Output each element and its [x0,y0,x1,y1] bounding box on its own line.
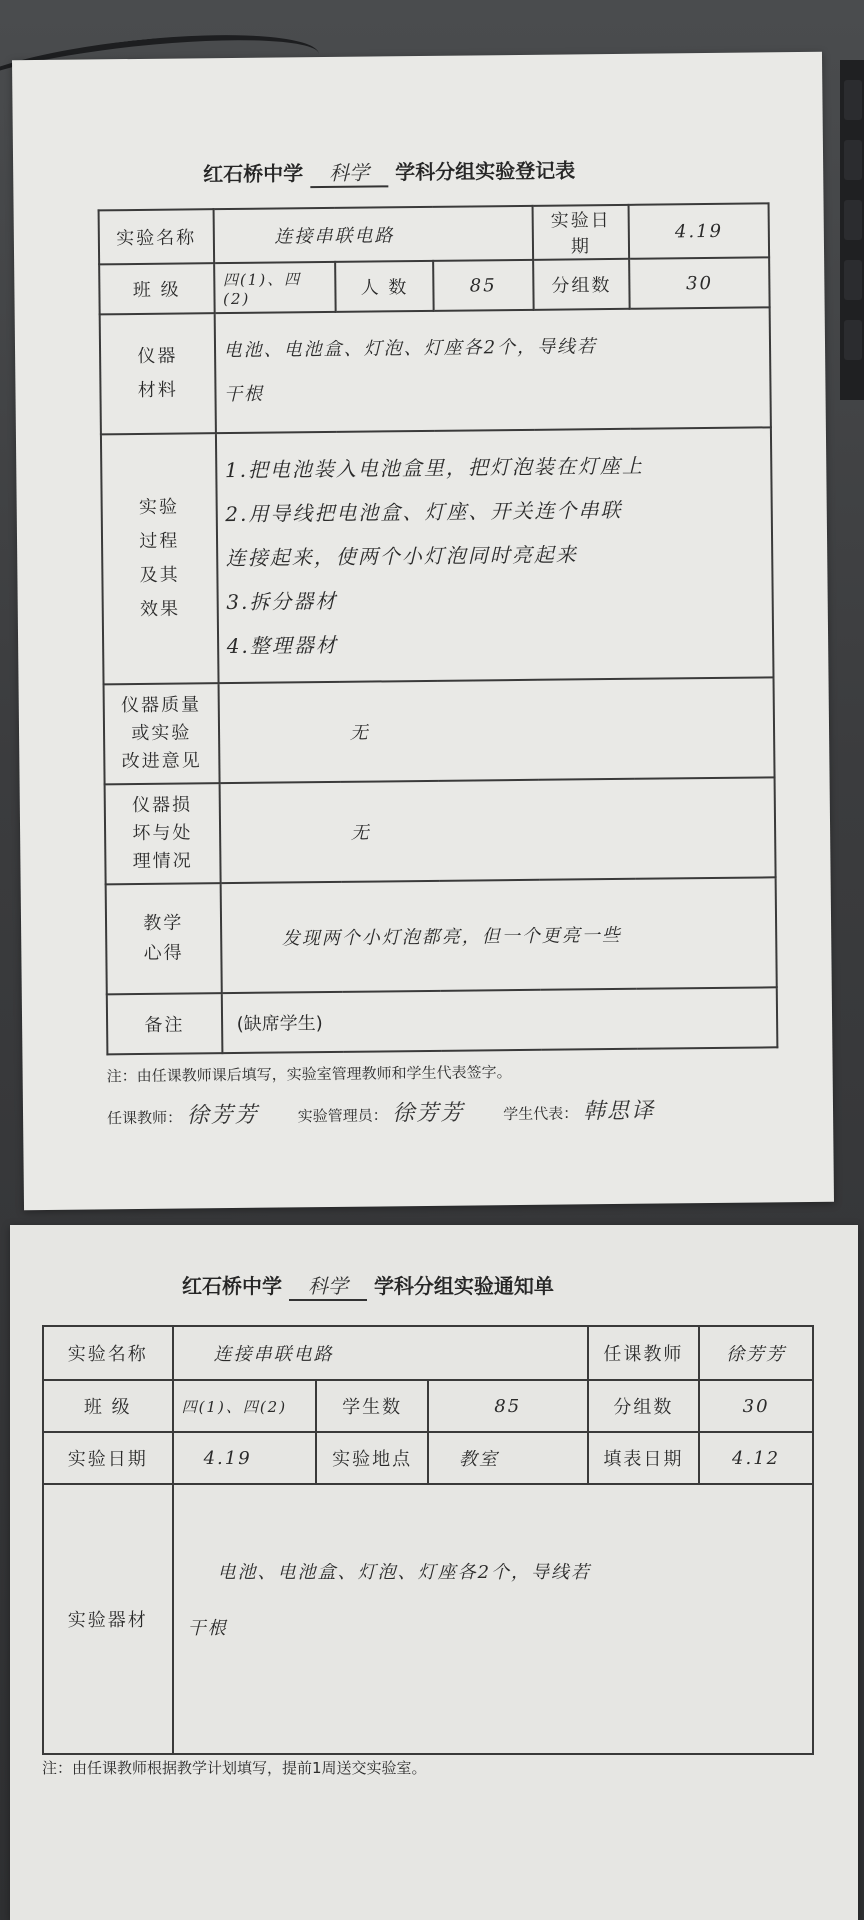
notice-title [182,1270,554,1301]
reflection-label-line: 心得 [143,942,184,964]
notice-fill-date-value: 4.12 [699,1432,813,1484]
subject-field: 科学 [289,1270,367,1301]
notice-place-label: 实验地点 [316,1432,428,1484]
notice-equip-label: 实验器材 [43,1484,173,1754]
student-signature: 韩思译 [582,1098,656,1125]
school-name: 红石桥中学 [182,1274,282,1298]
materials-line: 干根 [223,383,265,406]
quality-label-line: 或实验 [131,722,192,745]
count-label: 人 数 [335,261,433,312]
process-line: 连接起来，使两个小灯泡同时亮起来 [225,542,578,571]
notice-date-value: 4.19 [173,1432,317,1484]
student-label: 学生代表： [503,1104,579,1124]
count-value: 85 [433,260,533,311]
remarks-label: 备注 [107,993,222,1054]
record-table [98,202,779,1055]
notice-groups-label: 分组数 [588,1380,700,1432]
title-suffix: 学科分组实验通知单 [373,1274,554,1298]
materials-line: 电池、电池盒、灯泡、灯座各2个，导线若 [223,336,598,362]
quality-label-line: 仪器质量 [120,694,202,717]
exp-name-value: 连接串联电路 [213,206,533,263]
damage-label-line: 理情况 [132,850,193,873]
reflection-value: 发现两个小灯泡都亮，但一个更亮一些 [220,877,777,993]
title-suffix: 学科分组实验登记表 [395,158,576,185]
subject-field: 科学 [310,156,388,188]
equip-line: 电池、电池盒、灯泡、灯座各2个，导线若 [217,1562,592,1583]
record-title [203,154,575,189]
quality-label [104,683,220,784]
notice-students-value: 85 [428,1380,588,1432]
notice-table [42,1325,814,1755]
groups-value: 30 [629,257,769,308]
notice-note: 注：由任课教师根据教学计划填写，提前1周送交实验室。 [42,1759,427,1777]
notice-exp-name-label: 实验名称 [43,1326,173,1380]
reflection-label-line: 教学 [143,912,184,934]
school-name: 红石桥中学 [203,161,304,187]
process-line: 4.整理器材 [226,632,338,659]
exp-name-label: 实验名称 [99,209,214,264]
notice-date-label: 实验日期 [43,1432,173,1484]
notice-equip-value [173,1484,813,1754]
notice-place-value: 教室 [428,1432,588,1484]
teacher-label: 任课教师： [106,1108,183,1128]
teacher-signature: 徐芳芳 [186,1102,260,1129]
class-label: 班 级 [99,263,214,314]
quality-value: 无 [218,677,774,783]
equip-line: 干根 [187,1618,228,1639]
groups-label: 分组数 [533,259,630,310]
materials-label [100,313,216,434]
quality-label-line: 改进意见 [121,750,202,773]
process-line: 1.把电池装入电池盒里，把灯泡装在灯座上 [224,453,645,483]
damage-value: 无 [219,777,775,883]
admin-label: 实验管理员： [297,1106,388,1126]
process-line: 2.用导线把电池盒、灯座、开关连个串联 [225,497,623,527]
process-label-line: 实验 [138,496,180,518]
notice-exp-name-value: 连接串联电路 [173,1326,588,1380]
process-label-line: 过程 [139,530,180,552]
process-value [216,427,774,683]
reflection-label [106,883,222,994]
class-value: 四(1)、四(2) [214,262,336,313]
damage-label-line: 坏与处 [132,822,193,845]
materials-label-line: 材料 [137,379,178,401]
process-label-line: 效果 [139,598,181,620]
admin-signature: 徐芳芳 [392,1100,465,1127]
materials-label-line: 仪器 [137,345,178,367]
process-line: 3.拆分器材 [226,588,338,615]
exp-date-label: 实验日期 [532,205,629,260]
damage-label-line: 仪器损 [131,794,193,817]
remarks-value: (缺席学生) [221,987,777,1053]
notice-teacher-value: 徐芳芳 [699,1326,813,1380]
notice-sheet [10,1225,858,1920]
record-note: 注：由任课教师课后填写，实验室管理教师和学生代表签字。 [106,1063,512,1086]
process-label [101,433,218,684]
notice-class-label: 班 级 [43,1380,173,1432]
materials-value [214,307,771,433]
registration-sheet [12,52,834,1210]
notice-students-label: 学生数 [316,1380,428,1432]
exp-date-value: 4.19 [629,203,769,258]
notice-fill-date-label: 填表日期 [588,1432,700,1484]
process-label-line: 及其 [139,564,180,586]
signature-row [107,1094,655,1131]
notice-class-value: 四(1)、四(2) [173,1380,317,1432]
notice-teacher-label: 任课教师 [588,1326,700,1380]
keyboard-edge [840,60,864,400]
damage-label [105,783,221,884]
notice-groups-value: 30 [699,1380,813,1432]
